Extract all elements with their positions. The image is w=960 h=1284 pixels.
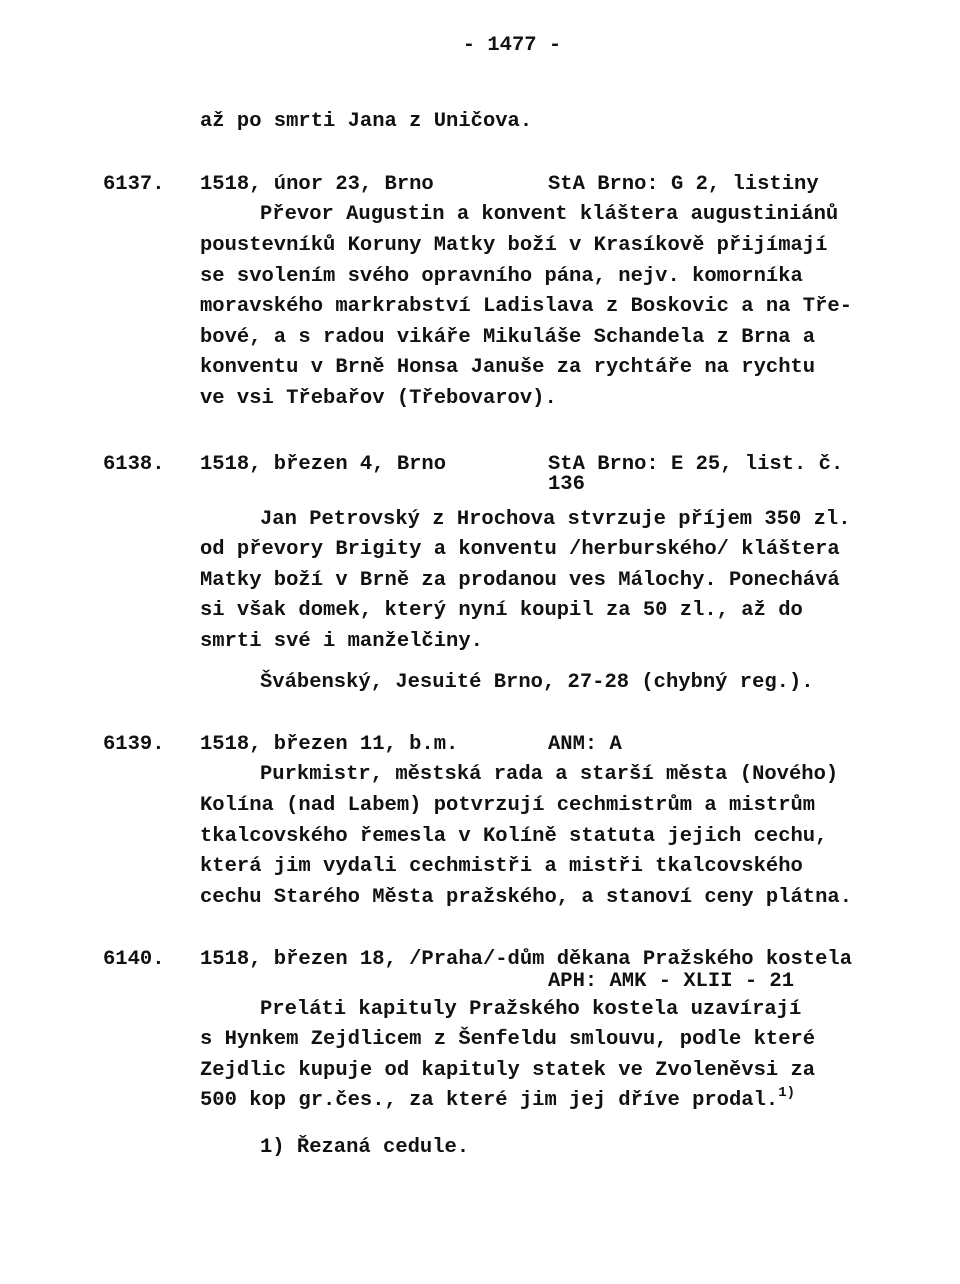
literature-reference: Švábenský, Jesuité Brno, 27-28 (chybný reg.).	[260, 671, 814, 694]
entry-abstract-cont	[200, 535, 870, 657]
abstract-line: Jan Petrovský z Hrochova stvrzuje příjem 350 zl.	[260, 508, 851, 531]
footnote: 1) Řezaná cedule.	[260, 1136, 470, 1159]
abstract-line: smrti své i manželčiny.	[200, 629, 483, 653]
abstract-line: poustevníků Koruny Matky boží v Krasíkově přijímají	[200, 234, 828, 257]
entry-date-place: 1518, březen 18, /Praha/-dům děkana Pražského kostela	[200, 948, 853, 971]
abstract-line: Zejdlic kupuje od kapituly statek ve Zvoleněvsi za	[200, 1058, 816, 1082]
entry-source: StA Brno: G 2, listiny	[548, 173, 819, 196]
entry-abstract	[260, 995, 930, 1026]
entry-abstract-cont	[200, 1025, 870, 1117]
abstract-line-text: 500 kop gr.čes., za které jim jej dříve prodal.	[200, 1089, 779, 1112]
entry-date-place: 1518, březen 11, b.m.	[200, 733, 459, 756]
page-number: - 1477 -	[462, 34, 562, 57]
abstract-line	[200, 1086, 870, 1117]
abstract-line: tkalcovského řemesla v Kolíně statuta jejich cechu,	[200, 824, 828, 848]
abstract-line: s Hynkem Zejdlicem z Šenfeldu smlouvu, podle které	[200, 1028, 816, 1051]
abstract-line: bové, a s radou vikáře Mikuláše Schandela z Brna a	[200, 325, 816, 349]
entry-abstract-cont	[200, 791, 870, 913]
entry-date-place: 1518, únor 23, Brno	[200, 173, 434, 196]
abstract-line: cechu Starého Města pražského, a stanoví ceny plátna.	[200, 885, 853, 909]
entry-abstract	[260, 200, 930, 231]
entry-date-place: 1518, březen 4, Brno	[200, 453, 447, 476]
entry-source: StA Brno: E 25, list. č.	[548, 453, 844, 476]
abstract-line: konventu v Brně Honsa Januše za rychtáře na rychtu	[200, 356, 816, 379]
entry-source: APH: AMK - XLII - 21	[548, 970, 795, 993]
entry-number: 6140.	[103, 948, 165, 971]
abstract-line: Purkmistr, městská rada a starší města (Nového)	[260, 763, 839, 786]
abstract-line: Preláti kapituly Pražského kostela uzavírají	[260, 998, 802, 1021]
abstract-line: od převory Brigity a konventu /herburského/ kláštera	[200, 538, 840, 561]
continuation-line: až po smrti Jana z Uničova.	[200, 110, 533, 133]
abstract-line: ve vsi Třebařov (Třebovarov).	[200, 386, 557, 410]
abstract-line: si však domek, který nyní koupil za 50 zl., až do	[200, 599, 803, 622]
abstract-line: Kolína (nad Labem) potvrzují cechmistrům a mistrům	[200, 794, 816, 817]
abstract-line: Matky boží v Brně za prodanou ves Málochy. Ponechává	[200, 568, 840, 592]
abstract-line: se svolením svého opravního pána, nejv. komorníka	[200, 264, 803, 288]
abstract-line: Převor Augustin a konvent kláštera augustiniánů	[260, 203, 839, 226]
entry-source-cont: 136	[548, 473, 585, 496]
abstract-line: která jim vydali cechmistři a mistři tkalcovského	[200, 855, 803, 878]
entry-abstract-cont	[200, 231, 870, 414]
entry-number: 6139.	[103, 733, 165, 756]
entry-abstract	[260, 505, 930, 536]
entry-abstract	[260, 760, 930, 791]
entry-number: 6137.	[103, 173, 165, 196]
entry-source: ANM: A	[548, 733, 622, 756]
entry-number: 6138.	[103, 453, 165, 476]
abstract-line: moravského markrabství Ladislava z Boskovic a na Tře-	[200, 295, 853, 318]
footnote-mark: 1)	[778, 1085, 796, 1101]
